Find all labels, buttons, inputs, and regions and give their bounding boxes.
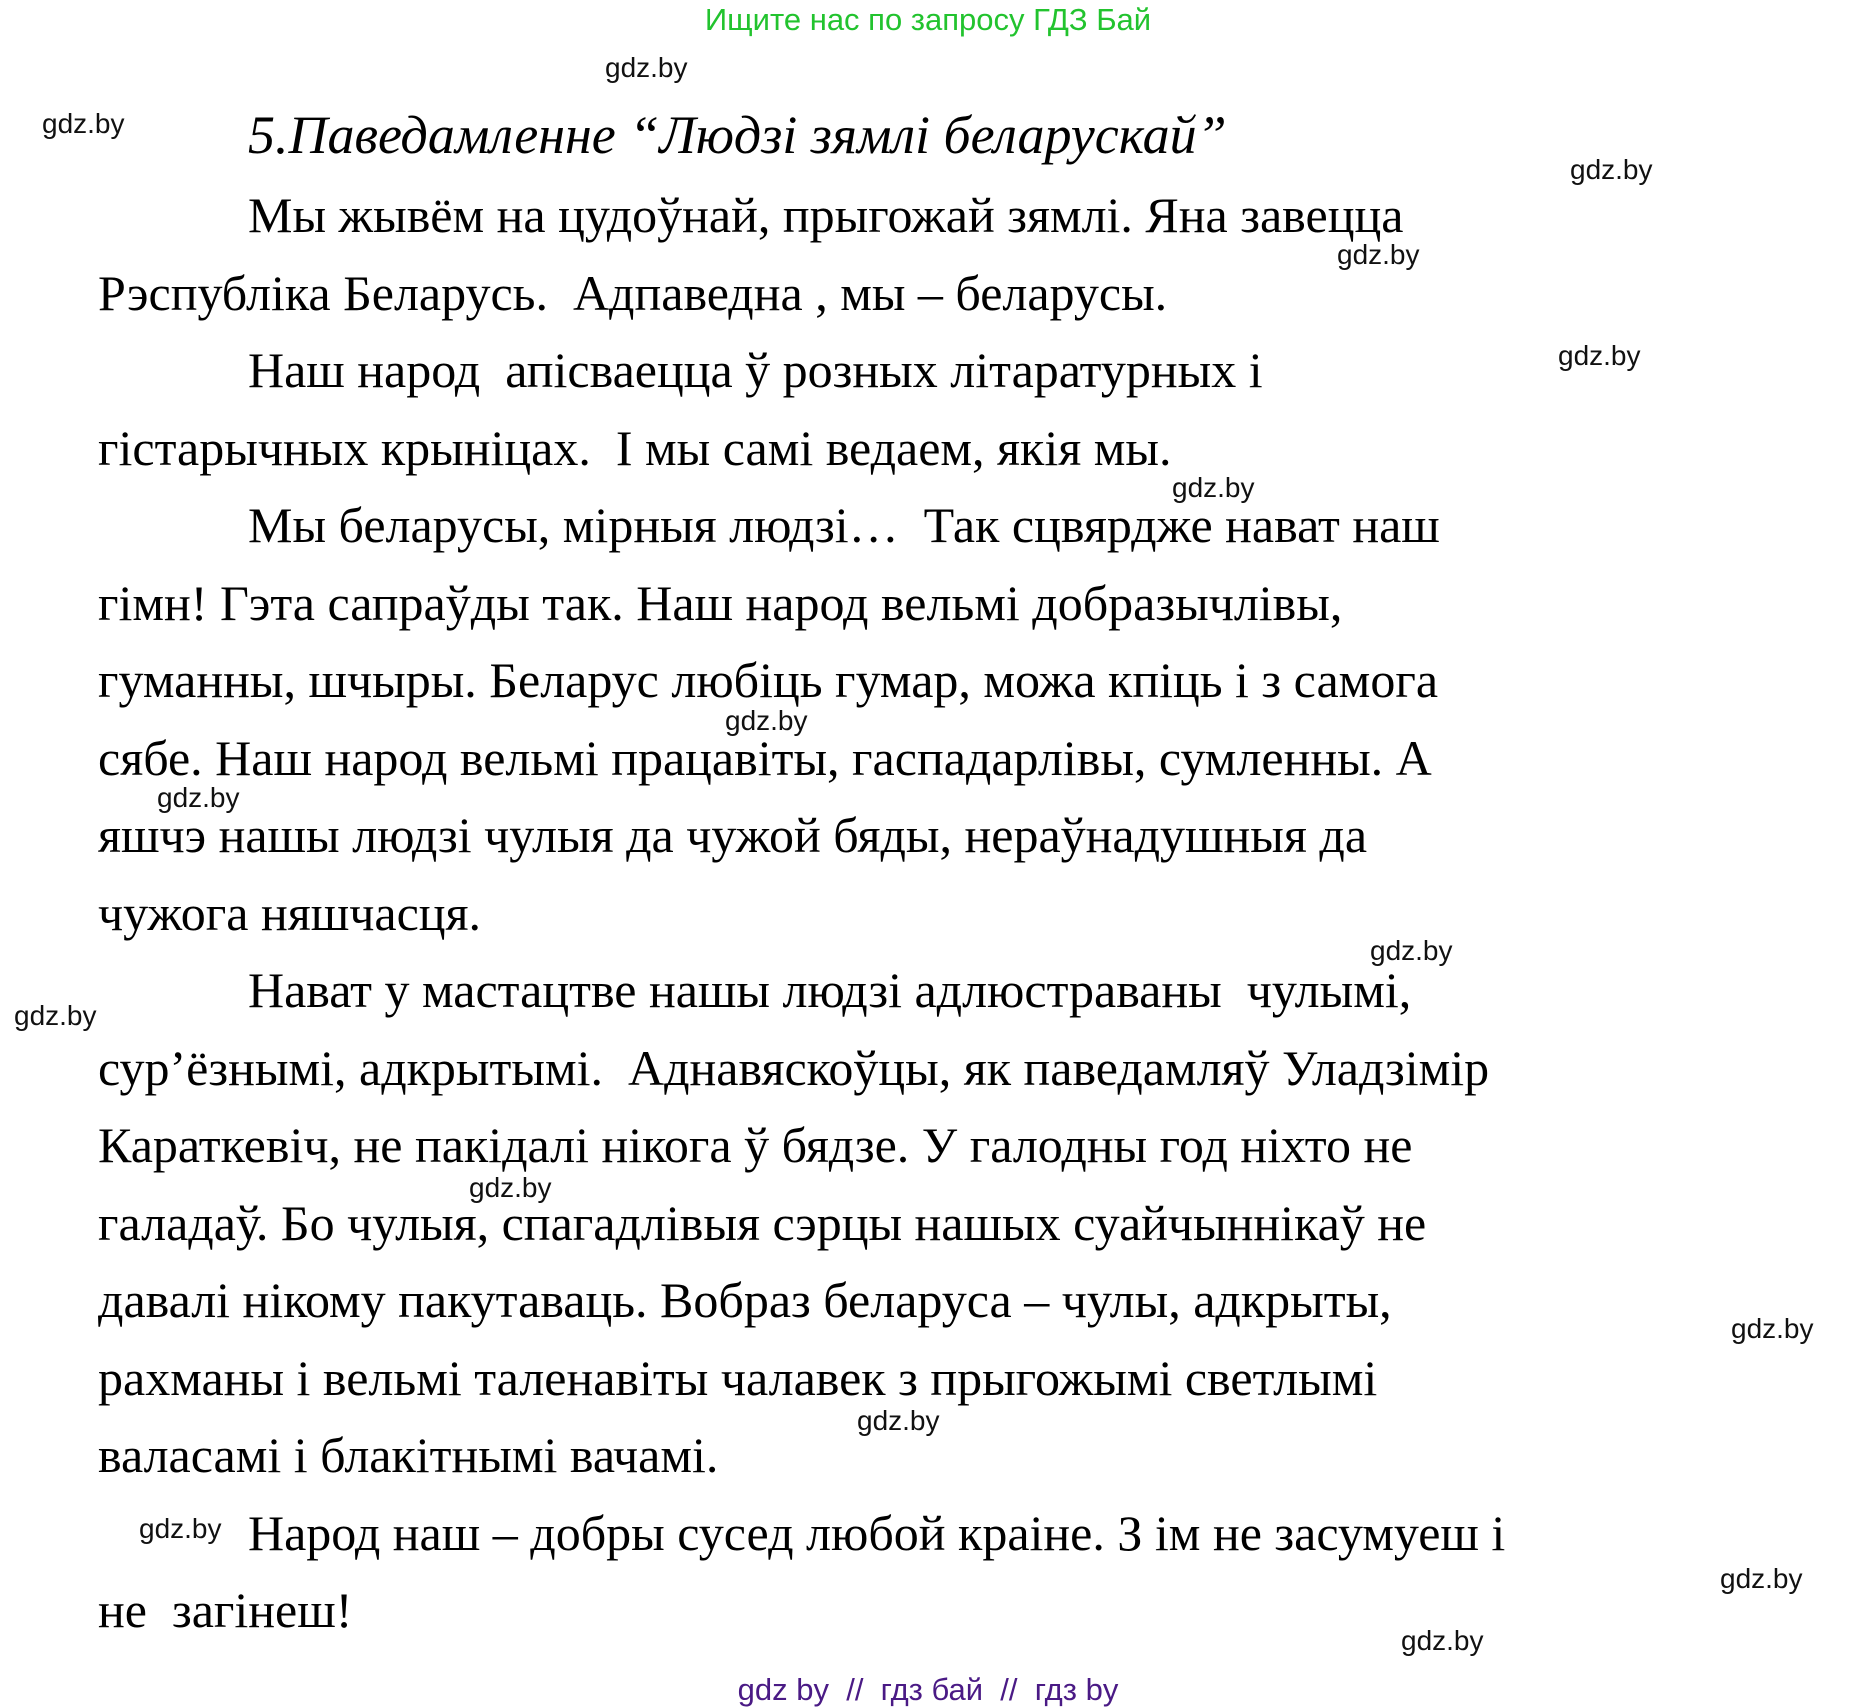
document-title: 5.Паведамленне “Людзі зямлі беларускай” xyxy=(248,105,1227,165)
text-line: галадаў. Бо чулыя, спагадлівыя сэрцы нашых суайчыннікаў не xyxy=(98,1195,1427,1251)
text-line: сябе. Наш народ вельмі працавіты, гаспадарлівы, сумленны. А xyxy=(98,730,1432,786)
watermark: gdz.by xyxy=(605,52,688,83)
text-line: Наш народ апісваецца ў розных літаратурных і xyxy=(248,342,1263,398)
text-line: гуманны, шчыры. Беларус любіць гумар, можа кпіць і з самога xyxy=(98,652,1439,708)
search-banner[interactable]: Ищите нас по запросу ГДЗ Бай xyxy=(704,2,1152,37)
watermark: gdz.by xyxy=(1558,340,1641,371)
text-line: Мы жывём на цудоўнай, прыгожай зямлі. Яна завецца xyxy=(248,187,1404,243)
text-line: яшчэ нашы людзі чулыя да чужой бяды, нераўнадушныя да xyxy=(98,807,1368,863)
text-line: Рэспубліка Беларусь. Адпаведна , мы – беларусы. xyxy=(98,265,1168,321)
watermark: gdz.by xyxy=(139,1513,222,1544)
watermark: gdz.by xyxy=(1401,1625,1484,1656)
watermark: gdz.by xyxy=(469,1172,552,1203)
text-line: Мы беларусы, мірныя людзі… Так сцвярдже нават наш xyxy=(248,497,1440,553)
text-line: Нават у мастацтве нашы людзі адлюстраваны чулымі, xyxy=(248,962,1412,1018)
text-line: гімн! Гэта сапраўды так. Наш народ вельмі добразычлівы, xyxy=(98,575,1343,631)
watermark: gdz.by xyxy=(857,1405,940,1436)
watermark: gdz.by xyxy=(42,108,125,139)
watermark: gdz.by xyxy=(157,782,240,813)
text-line: Народ наш – добры сусед любой краіне. З ім не засумуеш і xyxy=(248,1505,1506,1561)
watermark: gdz.by xyxy=(14,1000,97,1031)
text-line: гістарычных крыніцах. І мы самі ведаем, якія мы. xyxy=(98,420,1172,476)
watermark: gdz.by xyxy=(1337,239,1420,270)
watermark: gdz.by xyxy=(1720,1563,1803,1594)
watermark: gdz.by xyxy=(1172,472,1255,503)
text-line: давалі нікому пакутаваць. Вобраз беларуса – чулы, адкрыты, xyxy=(98,1272,1392,1328)
text-line: Караткевіч, не пакідалі нікога ў бядзе. У галодны год ніхто не xyxy=(98,1117,1413,1173)
watermark: gdz.by xyxy=(1370,935,1453,966)
footer-links[interactable]: gdz by // гдз бай // гдз by xyxy=(737,1672,1119,1707)
watermark: gdz.by xyxy=(725,705,808,736)
watermark: gdz.by xyxy=(1570,154,1653,185)
text-line: валасамі і блакітнымі вачамі. xyxy=(98,1427,719,1483)
text-line: чужога няшчасця. xyxy=(98,885,482,941)
text-line: рахманы і вельмі таленавіты чалавек з прыгожымі светлымі xyxy=(98,1350,1378,1406)
watermark: gdz.by xyxy=(1731,1313,1814,1344)
text-line: сур’ёзнымі, адкрытымі. Аднавяскоўцы, як паведамляў Уладзімір xyxy=(98,1040,1490,1096)
text-line: не загінеш! xyxy=(98,1582,353,1638)
